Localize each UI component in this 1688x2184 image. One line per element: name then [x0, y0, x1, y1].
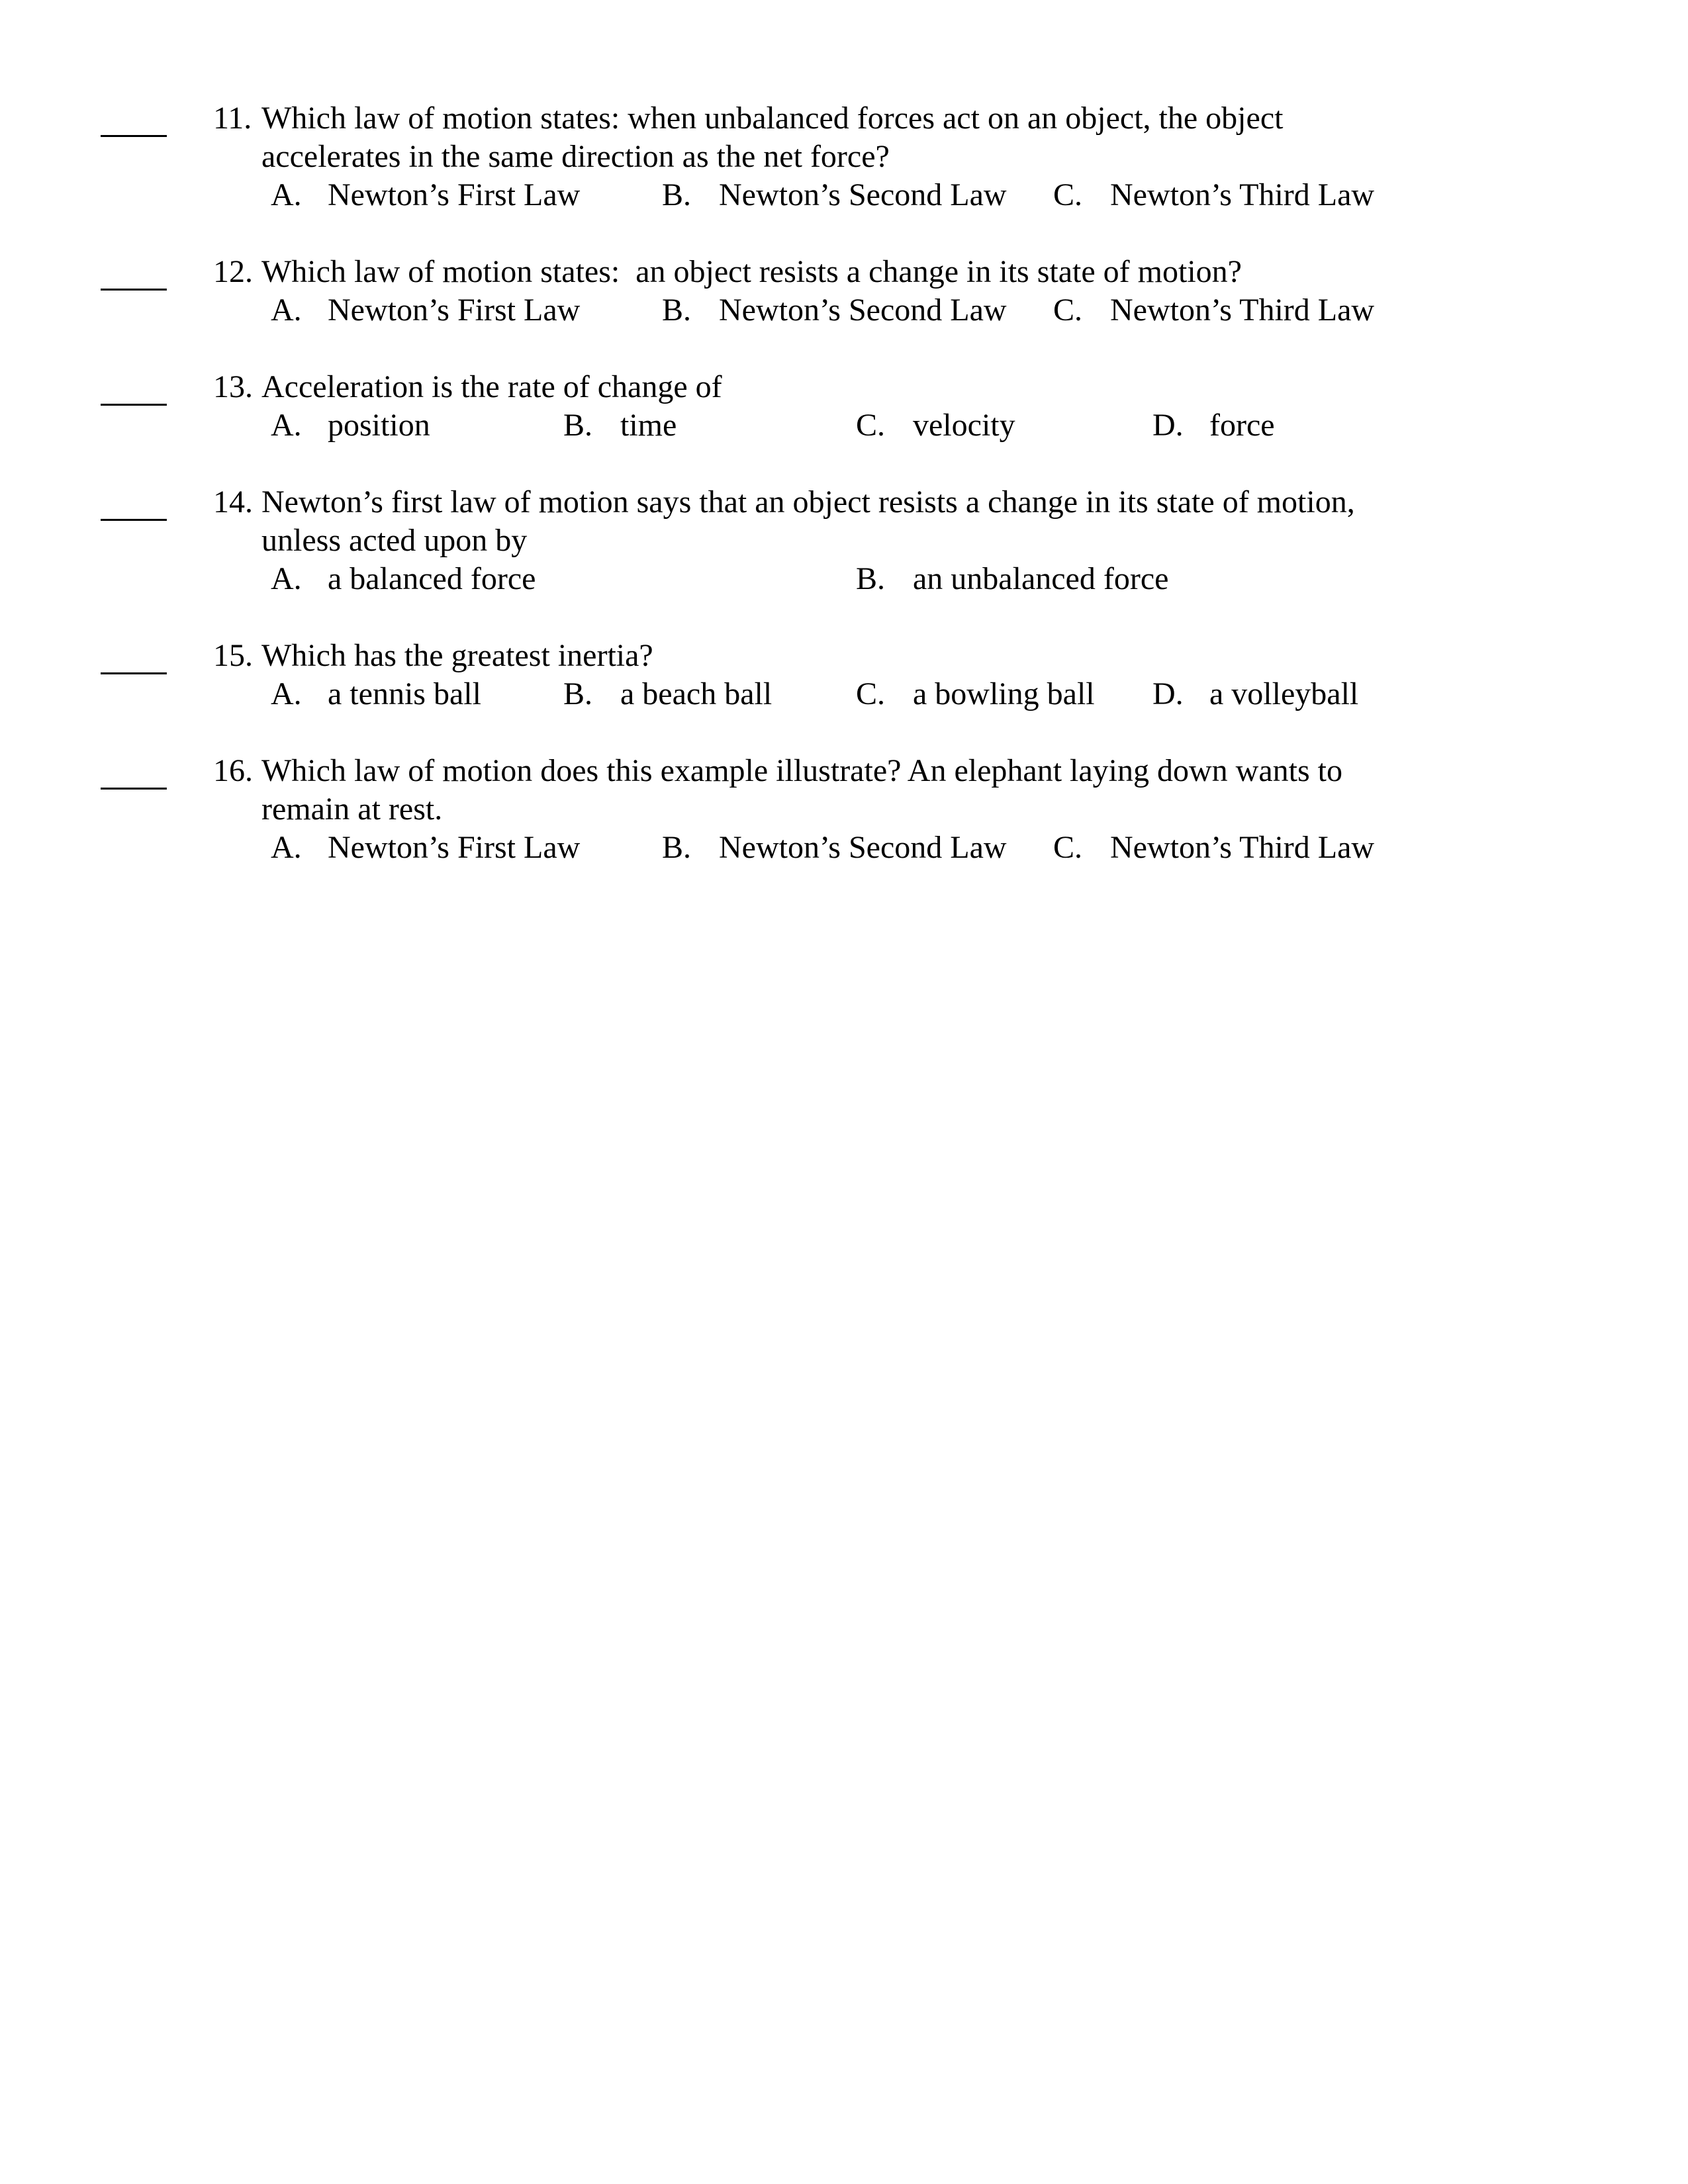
- answer-option-b: [662, 829, 1007, 867]
- question-list: [0, 99, 1688, 905]
- question-item: [0, 368, 1688, 445]
- question-item: [0, 637, 1688, 713]
- answer-option-c: [856, 675, 1095, 713]
- option-text: Newton’s First Law: [328, 293, 581, 328]
- question-text-line: unless acted upon by: [261, 523, 528, 558]
- answer-option-b: [662, 291, 1007, 330]
- answer-blank-line[interactable]: [101, 483, 167, 521]
- option-text: velocity: [913, 408, 1015, 443]
- answer-option-a: [271, 291, 580, 330]
- question-item: [0, 752, 1688, 867]
- option-letter: B.: [563, 408, 593, 443]
- option-text: Newton’s Second Law: [719, 177, 1007, 212]
- answer-option-c: [1053, 829, 1374, 867]
- option-text: a bowling ball: [913, 676, 1095, 711]
- answer-blank-line[interactable]: [101, 99, 167, 137]
- option-letter: A.: [271, 293, 302, 328]
- option-text: position: [328, 408, 430, 443]
- question-text: [261, 483, 1688, 560]
- answer-option-c: [856, 406, 1015, 445]
- answer-blank-line[interactable]: [101, 752, 167, 790]
- question-item: [0, 253, 1688, 330]
- option-text: Newton’s Third Law: [1110, 177, 1375, 212]
- question-number: 16.: [213, 753, 253, 788]
- question-text-line: remain at rest.: [261, 792, 443, 827]
- answer-blank-line[interactable]: [101, 637, 167, 674]
- answer-option-a: [271, 176, 580, 214]
- answer-option-b: [662, 176, 1007, 214]
- option-letter: C.: [856, 676, 886, 711]
- question-number: 13.: [213, 369, 253, 404]
- answer-option-a: [271, 829, 580, 867]
- question-text-line: Which law of motion states: an object resists a change in its state of motion?: [261, 254, 1242, 289]
- option-letter: B.: [662, 830, 692, 865]
- question-text-line: Which has the greatest inertia?: [261, 638, 653, 673]
- option-letter: A.: [271, 177, 302, 212]
- option-text: time: [620, 408, 677, 443]
- option-text: a volleyball: [1209, 676, 1359, 711]
- option-text: a tennis ball: [328, 676, 481, 711]
- question-text: [261, 253, 1688, 291]
- option-text: an unbalanced force: [913, 561, 1169, 596]
- answer-option-b: [563, 675, 772, 713]
- answer-options-row: [261, 829, 1688, 867]
- answer-options-row: [261, 406, 1688, 445]
- question-text-line: Which law of motion states: when unbalanced forces act on an object, the object: [261, 101, 1284, 136]
- option-text: a beach ball: [620, 676, 773, 711]
- option-letter: D.: [1152, 408, 1184, 443]
- option-letter: C.: [1053, 177, 1083, 212]
- option-text: a balanced force: [328, 561, 536, 596]
- option-text: Newton’s Third Law: [1110, 830, 1375, 865]
- option-letter: B.: [662, 177, 692, 212]
- question-number: 11.: [213, 101, 252, 136]
- answer-option-b: [856, 560, 1168, 598]
- option-letter: B.: [856, 561, 886, 596]
- option-letter: B.: [662, 293, 692, 328]
- option-text: Newton’s Second Law: [719, 293, 1007, 328]
- option-letter: D.: [1152, 676, 1184, 711]
- option-text: Newton’s First Law: [328, 177, 581, 212]
- answer-options-row: [261, 291, 1688, 330]
- question-text: [261, 368, 1688, 406]
- question-number: 12.: [213, 254, 253, 289]
- question-text-line: accelerates in the same direction as the net force?: [261, 139, 890, 174]
- option-letter: C.: [1053, 293, 1083, 328]
- option-text: force: [1209, 408, 1275, 443]
- answer-option-a: [271, 560, 536, 598]
- answer-option-d: [1152, 406, 1275, 445]
- option-text: Newton’s First Law: [328, 830, 581, 865]
- option-text: Newton’s Second Law: [719, 830, 1007, 865]
- answer-blank-line[interactable]: [101, 253, 167, 291]
- answer-option-a: [271, 675, 481, 713]
- question-number: 15.: [213, 638, 253, 673]
- answer-option-c: [1053, 291, 1374, 330]
- option-letter: A.: [271, 561, 302, 596]
- option-letter: C.: [1053, 830, 1083, 865]
- answer-option-d: [1152, 675, 1358, 713]
- question-text: [261, 99, 1688, 176]
- question-text-line: Acceleration is the rate of change of: [261, 369, 722, 404]
- option-letter: A.: [271, 830, 302, 865]
- question-text: [261, 637, 1688, 675]
- option-letter: A.: [271, 676, 302, 711]
- question-number: 14.: [213, 484, 253, 520]
- question-text: [261, 752, 1688, 829]
- option-letter: C.: [856, 408, 886, 443]
- answer-option-a: [271, 406, 430, 445]
- question-item: [0, 99, 1688, 214]
- question-item: [0, 483, 1688, 598]
- answer-option-b: [563, 406, 677, 445]
- option-text: Newton’s Third Law: [1110, 293, 1375, 328]
- answer-options-row: [261, 560, 1688, 598]
- answer-blank-line[interactable]: [101, 368, 167, 406]
- answer-option-c: [1053, 176, 1374, 214]
- option-letter: B.: [563, 676, 593, 711]
- answer-options-row: [261, 176, 1688, 214]
- option-letter: A.: [271, 408, 302, 443]
- answer-options-row: [261, 675, 1688, 713]
- question-text-line: Which law of motion does this example illustrate? An elephant laying down wants to: [261, 753, 1342, 788]
- question-text-line: Newton’s first law of motion says that an object resists a change in its state of motion,: [261, 484, 1355, 520]
